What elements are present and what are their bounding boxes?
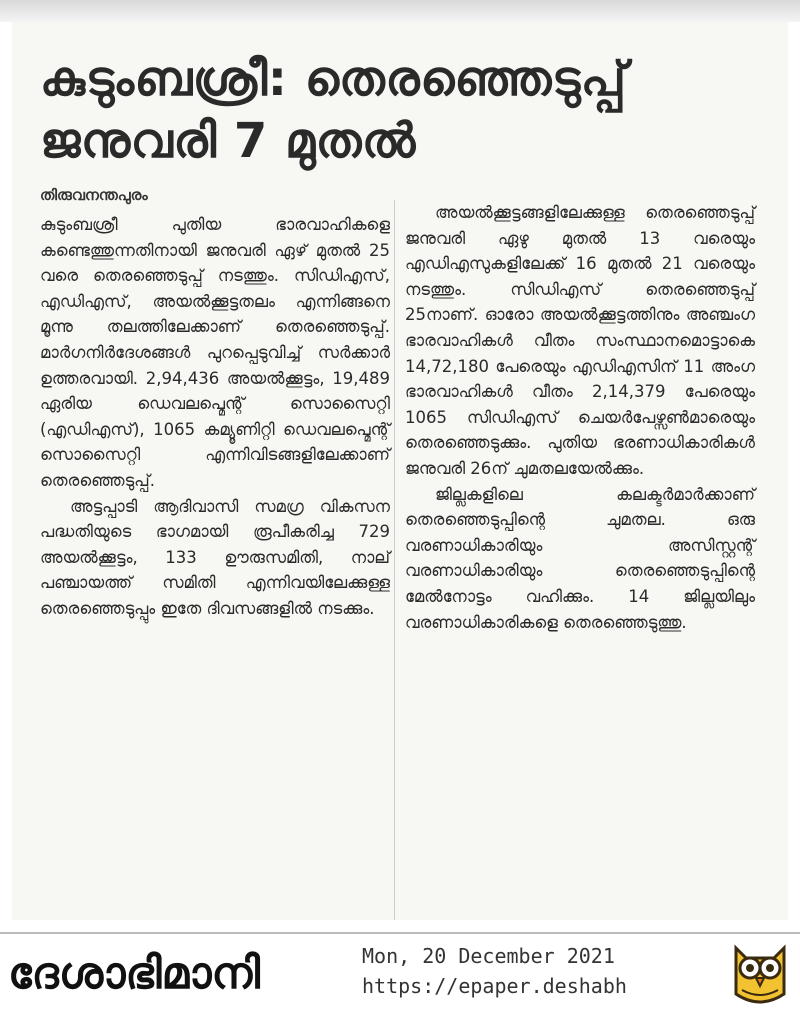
dateline: തിരുവനന്തപുരം xyxy=(40,186,148,204)
article-headline xyxy=(40,48,780,172)
owl-mascot-icon xyxy=(728,938,792,1008)
article-column-left xyxy=(40,212,390,622)
paragraph: അട്ടപ്പാടി ആദിവാസി സമഗ്ര വികസന പദ്ധതിയുടെ ഭാഗമായി രൂപീകരിച്ച 729 അയൽക്കൂട്ടം, 133 ഊരുസമിതി, നാല് പഞ്ചായത്ത് സമിതി എന്നിവയിലേക്കുള്ള തെരഞ്ഞെടുപ്പും ഇതേ ദിവസങ്ങളിൽ നടക്കും. xyxy=(40,496,390,618)
paragraph: ജില്ലകളിലെ കലക്ടർമാർക്കാണ് തെരഞ്ഞെടുപ്പിന്റെ ചുമതല. ഒരു വരണാധികാരിയും അസിസ്റ്റന്റ് വരണാധികാരിയും തെരഞ്ഞെടുപ്പിന്റെ മേൽനോട്ടം വഹിക്കും. 14 ജില്ലയിലും വരണാധികാരികളെ തെരഞ്ഞെടുത്തു. xyxy=(405,484,755,632)
source-url[interactable]: https://epaper.deshabh xyxy=(362,974,627,998)
headline-line-2: ജനുവരി 7 മുതൽ xyxy=(40,113,416,169)
column-divider xyxy=(394,200,395,920)
publish-date: Mon, 20 December 2021 xyxy=(362,944,615,968)
article-column-right xyxy=(405,200,755,635)
paragraph: അയൽക്കൂട്ടങ്ങളിലേക്കുള്ള തെരഞ്ഞെടുപ്പ് ജനുവരി ഏഴു മുതൽ 13 വരെയും എഡിഎസുകളിലേക്ക് 16 മുതൽ 21 വരെയും നടത്തും. സിഡിഎസ് തെരഞ്ഞെടുപ്പ് 25നാണ്. ഓരോ അയൽക്കൂട്ടത്തിനും അഞ്ചംഗ ഭാരവാഹികൾ വീതം സംസ്ഥാനമൊട്ടാകെ 14,72,180 പേരെയും എഡിഎസിന് 11 അംഗ ഭാരവാഹികൾ വീതം 2,14,379 പേരെയും 1065 സിഡിഎസ് ചെയർപേഴ്സൺമാരെയും തെരഞ്ഞെടുക്കും. പുതിയ ഭരണാധികാരികൾ ജനുവരി 26ന് ചുമതലയേൽക്കും. xyxy=(405,203,755,478)
headline-line-1: കുടുംബശ്രീ: തെരഞ്ഞെടുപ്പ് xyxy=(40,51,627,107)
newspaper-masthead: ദേശാഭിമാനി xyxy=(8,948,261,999)
top-strip xyxy=(0,0,800,22)
footer-rule xyxy=(0,932,800,934)
paragraph: കുടുംബശ്രീ പുതിയ ഭാരവാഹികളെ കണ്ടെത്തുന്നതിനായി ജനുവരി ഏഴ് മുതൽ 25 വരെ തെരഞ്ഞെടുപ്പ് നടത്തും. സിഡിഎസ്, എഡിഎസ്, അയൽക്കൂട്ടതലം എന്നിങ്ങനെ മൂന്നു തലത്തിലേക്കാണ് തെരഞ്ഞെടുപ്പ്. മാർഗനിർദേശങ്ങൾ പുറപ്പെടുവിച്ച് സർക്കാർ ഉത്തരവായി. 2,94,436 അയൽക്കൂട്ടം, 19,489 ഏരിയ ഡെവലപ്മെന്റ് സൊസൈറ്റി (എഡിഎസ്), 1065 കമ്യൂണിറ്റി ഡെവലപ്മെന്റ് സൊസൈറ്റി എന്നിവിടങ്ങളിലേക്കാണ് തെരഞ്ഞെടുപ്പ്. xyxy=(40,215,390,490)
